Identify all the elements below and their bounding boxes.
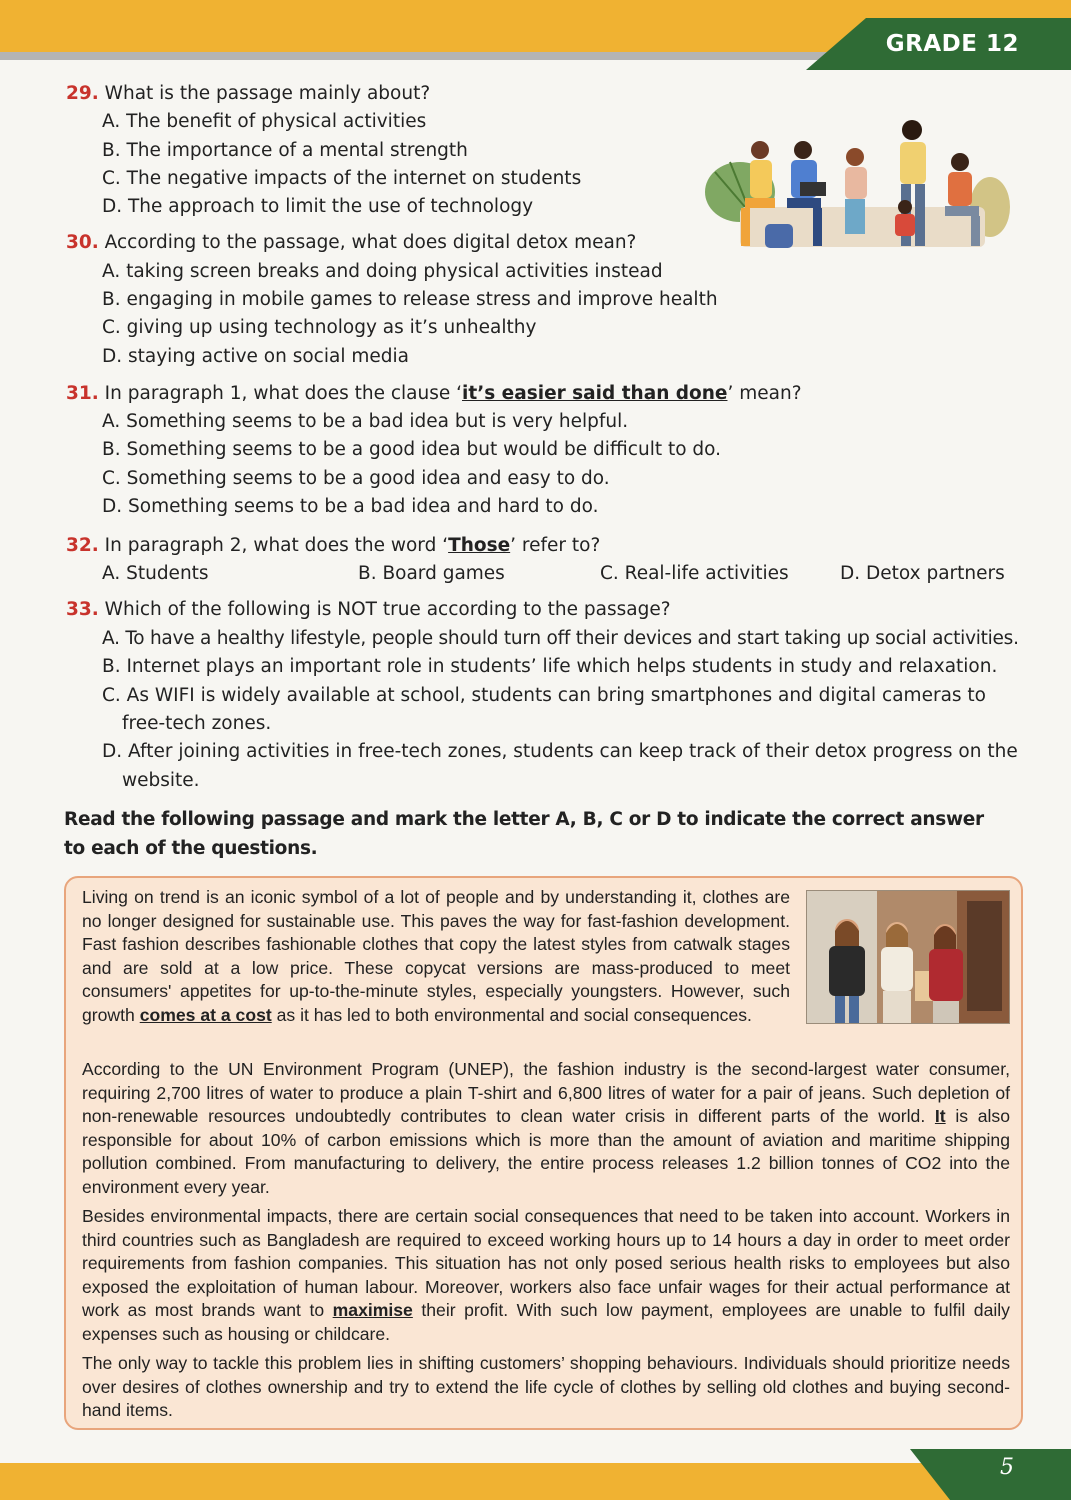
highlighted-word: maximise [332,1300,413,1321]
highlighted-phrase: it’s easier said than done [462,383,728,404]
option-33a: A. To have a healthy lifestyle, people should turn off their devices and start taking up social activities. [102,628,1019,649]
question-32 [66,532,600,561]
option-31d: D. Something seems to be a bad idea and hard to do. [102,496,599,517]
question-stem-end: ’ refer to? [510,535,601,556]
shopping-women-photo [806,890,1010,1024]
grade-label: GRADE 12 [885,31,1019,57]
option-33d-continued: website. [122,770,200,791]
option-31a: A. Something seems to be a bad idea but is very helpful. [102,411,629,432]
header-divider [0,52,830,60]
passage-paragraph-1: Living on trend is an iconic symbol of a lot of people and by understanding it, clothes are no longer designed for sustainable use. This paves the way for fast-fashion development. Fast fashion describes fashionable clothes that copy the latest styles from catwalk stages and are sold at a low price. These copycat versions are mass-produced to meet consumers' appetites for up-to-the-minute styles, especially youngsters. However, such growth comes at a cost as it has led to both environmental and social consequences. [82,887,790,1025]
option-29d: D. The approach to limit the use of technology [102,196,534,217]
option-32d: D. Detox partners [840,563,1005,584]
question-number: 31. [66,383,99,404]
option-29c: C. The negative impacts of the internet on students [102,168,582,189]
option-30c: C. giving up using technology as it’s unhealthy [102,317,537,338]
question-number: 30. [66,232,99,253]
option-31b: B. Something seems to be a good idea but would be difficult to do. [102,439,722,460]
question-33 [66,596,671,625]
question-number: 33. [66,599,99,620]
option-29b: B. The importance of a mental strength [102,140,468,161]
option-33d: D. After joining activities in free-tech zones, students can keep track of their detox progress on the [102,741,1018,762]
option-33b: B. Internet plays an important role in students’ life which helps students in study and relaxation. [102,656,998,677]
question-stem: In paragraph 2, what does the word ‘ [104,535,449,556]
passage-paragraph-2: According to the UN Environment Program (UNEP), the fashion industry is the second-largest water consumer, requiring 2,700 litres of water to produce a plain T-shirt and 6,800 litres of water for a pair of jeans. Such depletion of non-renewable resources undoubtedly contributes to clean water crisis in different parts of the world. It is also responsible for about 10% of carbon emissions which is more than the amount of aviation and maritime shipping pollution combined. From manufacturing to delivery, the entire process releases 1.2 billion tonnes of CO2 into the environment every year. [82,1059,1010,1197]
question-30 [66,229,636,258]
option-31c: C. Something seems to be a good idea and easy to do. [102,468,610,489]
highlighted-word: It [934,1106,946,1127]
option-30b: B. engaging in mobile games to release stress and improve health [102,289,718,310]
footer-band [0,1463,1071,1500]
question-stem: According to the passage, what does digital detox mean? [104,232,637,253]
people-with-devices-illustration [705,112,1010,257]
question-number: 32. [66,535,99,556]
option-30d: D. staying active on social media [102,346,409,367]
question-stem-end: ’ mean? [727,383,802,404]
option-29a: A. The benefit of physical activities [102,111,427,132]
question-stem: What is the passage mainly about? [104,83,431,104]
question-number: 29. [66,83,99,104]
page-number: 5 [1000,1455,1014,1480]
passage-paragraph-3: Besides environmental impacts, there are certain social consequences that need to be taken into account. Workers in third countries such as Bangladesh are required to exceed working hours up to 14 hours a day in order to meet order requirements from fashion companies. This situation has not only posed serious health risks to employees but also exposed the exploitation of human labour. Moreover, workers also face unfair wages for their actual performance at work as most brands want to maximise their profit. With such low payment, employees are unable to fulfil daily expenses such as housing or childcare. [82,1206,1010,1344]
question-stem: Which of the following is NOT true according to the passage? [104,599,671,620]
option-32a: A. Students [102,563,209,584]
question-stem: In paragraph 1, what does the clause ‘ [104,383,463,404]
reading-instruction: Read the following passage and mark the letter A, B, C or D to indicate the correct answer to each of the questions. [64,809,984,859]
option-32b: B. Board games [358,563,505,584]
question-29 [66,80,430,109]
option-33c: C. As WIFI is widely available at school, students can bring smartphones and digital cameras to [102,685,986,706]
highlighted-phrase: comes at a cost [139,1004,272,1025]
option-32c: C. Real-life activities [600,563,789,584]
highlighted-word: Those [448,535,511,556]
passage-paragraph-4: The only way to tackle this problem lies in shifting customers’ shopping behaviours. Individuals should prioritize needs over desires of clothes ownership and try to extend the life cycle of clothes by selling old clothes and buying second-hand items. [82,1353,1010,1421]
option-30a: A. taking screen breaks and doing physical activities instead [102,261,663,282]
reading-passage-box [64,876,1023,1430]
question-31 [66,380,802,409]
option-33c-continued: free-tech zones. [122,713,272,734]
